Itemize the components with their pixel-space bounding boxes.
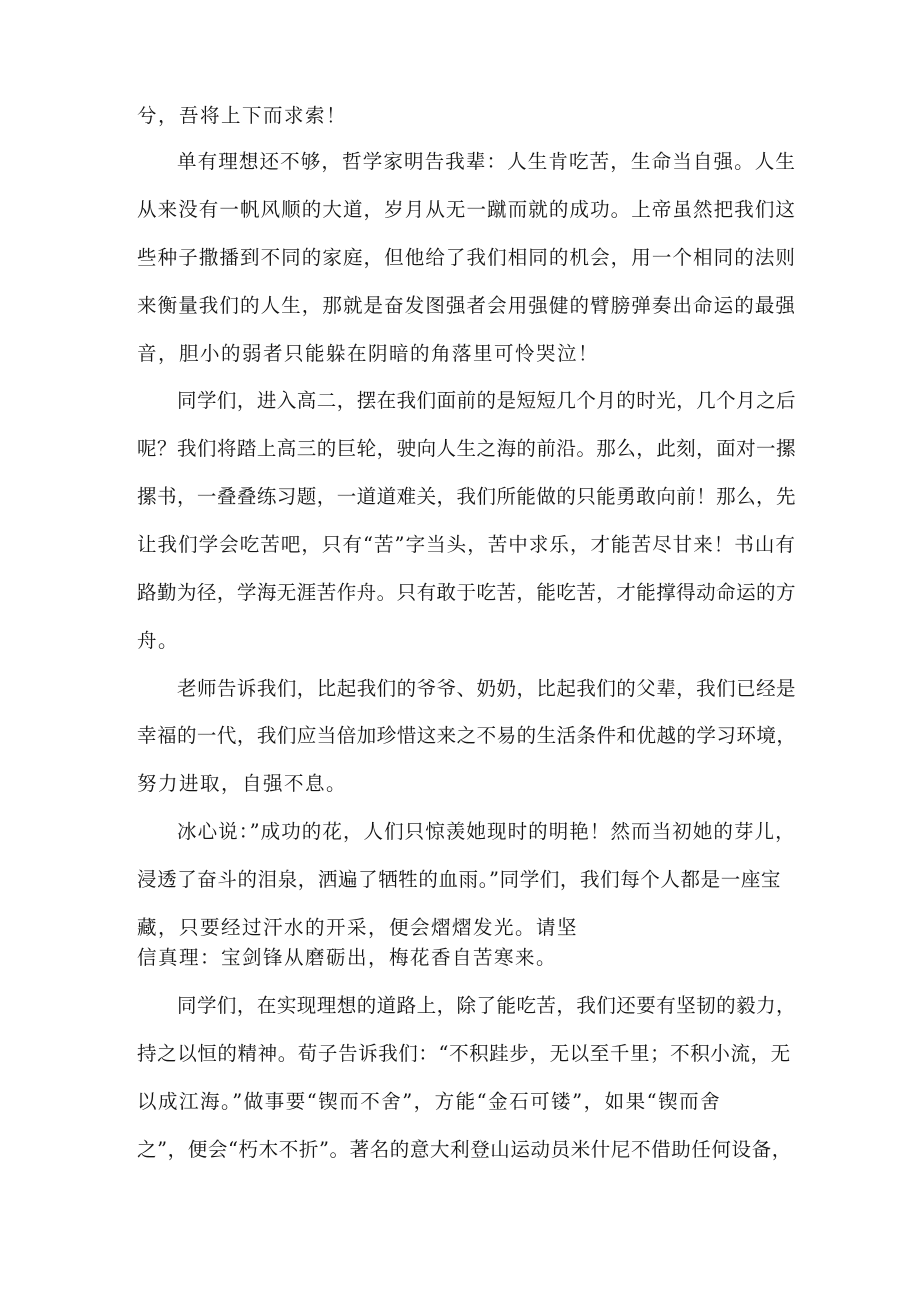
text-line: 努力进取，自强不息。 [137,772,348,795]
text-line: 老师告诉我们，比起我们的爷爷、奶奶，比起我们的父辈，我们已经是 [177,677,796,700]
text-line: 冰心说：”成功的花，人们只惊羡她现时的明艳！然而当初她的芽儿， [177,820,796,843]
text-line: 兮，吾将上下而求索！ [137,104,348,127]
text-line: 幸福的一代，我们应当倍加珍惜这来之不易的生活条件和优越的学习环境， [137,724,797,747]
text-line: 来衡量我们的人生，那就是奋发图强者会用强健的臂膀弹奏出命运的最强 [137,294,797,317]
text-line: 同学们，进入高二，摆在我们面前的是短短几个月的时光，几个月之后 [177,389,796,412]
text-line: 以成江海。”做事要“锲而不舍”，方能“金石可镂”，如果“锲而舍 [137,1090,722,1113]
text-line: 摞书，一叠叠练习题，一道道难关，我们所能做的只能勇敢向前！那么，先 [137,485,797,508]
text-line: 单有理想还不够，哲学家明告我辈：人生肯吃苦，生命当自强。人生 [177,150,797,173]
text-line: 音，胆小的弱者只能躲在阴暗的角落里可怜哭泣！ [137,342,600,365]
text-line: 信真理：宝剑锋从磨砺出，梅花香自苦寒来。 [137,946,558,969]
text-line: 藏，只要经过汗水的开采，便会熠熠发光。请坚 [137,916,579,939]
text-line: 呢？我们将踏上高三的巨轮，驶向人生之海的前沿。那么，此刻，面对一摞 [137,437,797,460]
text-line: 让我们学会吃苦吧，只有“苦”字当头，苦中求乐，才能苦尽甘来！书山有 [137,533,796,556]
text-line: 从来没有一帆风顺的大道，岁月从无一蹴而就的成功。上帝虽然把我们这 [137,198,797,221]
text-line: 持之以恒的精神。荀子告诉我们：“不积跬步，无以至千里；不积小流，无 [137,1042,791,1065]
text-line: 之”，便会“朽木不折”。著名的意大利登山运动员米什尼不借助任何设备， [137,1138,792,1161]
text-line: 浸透了奋斗的泪泉，洒遍了牺牲的血雨。”同学们，我们每个人都是一座宝 [137,868,782,891]
text-line: 些种子撒播到不同的家庭，但他给了我们相同的机会，用一个相同的法则 [137,246,797,269]
text-line: 路勤为径，学海无涯苦作舟。只有敢于吃苦，能吃苦，才能撑得动命运的方 [137,581,797,604]
text-line: 舟。 [137,629,180,652]
text-line: 同学们，在实现理想的道路上，除了能吃苦，我们还要有坚韧的毅力， [177,994,796,1017]
